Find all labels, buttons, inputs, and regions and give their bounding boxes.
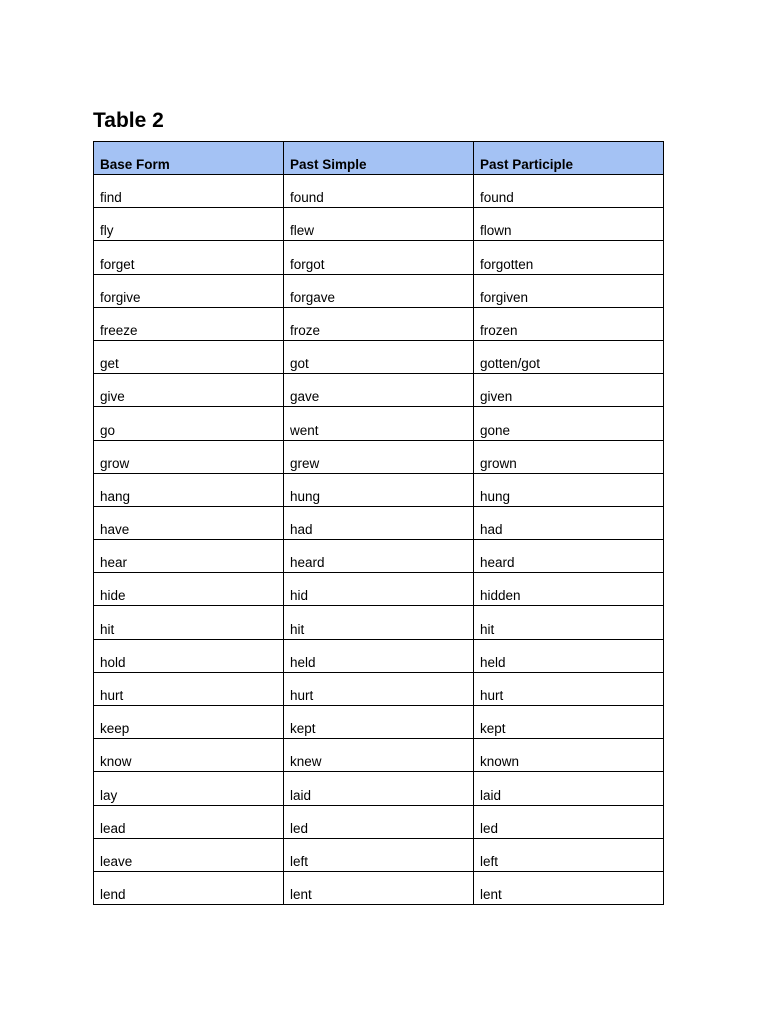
- base-form-cell: fly: [94, 208, 284, 241]
- table-row: [94, 374, 664, 407]
- base-form-cell: lay: [94, 772, 284, 805]
- past-participle-cell: gotten/got: [474, 340, 664, 373]
- past-participle-cell: known: [474, 739, 664, 772]
- past-simple-cell: flew: [284, 208, 474, 241]
- past-simple-cell: held: [284, 639, 474, 672]
- past-simple-cell: kept: [284, 706, 474, 739]
- past-simple-cell: got: [284, 340, 474, 373]
- past-participle-cell: hurt: [474, 672, 664, 705]
- past-participle-cell: led: [474, 805, 664, 838]
- table-row: [94, 274, 664, 307]
- past-participle-cell: kept: [474, 706, 664, 739]
- table-row: [94, 340, 664, 373]
- base-form-cell: hurt: [94, 672, 284, 705]
- past-participle-cell: left: [474, 838, 664, 871]
- past-participle-cell: hit: [474, 606, 664, 639]
- past-participle-cell: forgotten: [474, 241, 664, 274]
- past-simple-cell: gave: [284, 374, 474, 407]
- past-simple-cell: had: [284, 506, 474, 539]
- past-participle-cell: lent: [474, 871, 664, 904]
- table-row: [94, 672, 664, 705]
- base-form-cell: hear: [94, 540, 284, 573]
- table-row: [94, 606, 664, 639]
- column-header-past-simple: Past Simple: [284, 142, 474, 175]
- base-form-cell: find: [94, 175, 284, 208]
- past-simple-cell: found: [284, 175, 474, 208]
- base-form-cell: hit: [94, 606, 284, 639]
- header-row: [94, 142, 664, 175]
- table-row: [94, 639, 664, 672]
- base-form-cell: forget: [94, 241, 284, 274]
- base-form-cell: forgive: [94, 274, 284, 307]
- past-participle-cell: found: [474, 175, 664, 208]
- column-header-past-participle: Past Participle: [474, 142, 664, 175]
- past-simple-cell: went: [284, 407, 474, 440]
- table-row: [94, 473, 664, 506]
- past-participle-cell: given: [474, 374, 664, 407]
- past-participle-cell: forgiven: [474, 274, 664, 307]
- past-participle-cell: flown: [474, 208, 664, 241]
- table-row: [94, 805, 664, 838]
- past-participle-cell: hidden: [474, 573, 664, 606]
- base-form-cell: give: [94, 374, 284, 407]
- past-participle-cell: frozen: [474, 307, 664, 340]
- table-row: [94, 307, 664, 340]
- past-simple-cell: knew: [284, 739, 474, 772]
- table-row: [94, 506, 664, 539]
- past-simple-cell: heard: [284, 540, 474, 573]
- table-row: [94, 241, 664, 274]
- table-row: [94, 175, 664, 208]
- base-form-cell: lend: [94, 871, 284, 904]
- table-header: [94, 142, 664, 175]
- table-row: [94, 573, 664, 606]
- base-form-cell: go: [94, 407, 284, 440]
- past-simple-cell: lent: [284, 871, 474, 904]
- table-row: [94, 706, 664, 739]
- past-participle-cell: held: [474, 639, 664, 672]
- table-row: [94, 440, 664, 473]
- past-simple-cell: hurt: [284, 672, 474, 705]
- base-form-cell: get: [94, 340, 284, 373]
- past-participle-cell: hung: [474, 473, 664, 506]
- table-row: [94, 772, 664, 805]
- table-row: [94, 838, 664, 871]
- page-title: Table 2: [93, 109, 164, 132]
- base-form-cell: freeze: [94, 307, 284, 340]
- base-form-cell: hang: [94, 473, 284, 506]
- past-participle-cell: grown: [474, 440, 664, 473]
- verb-forms-table: [93, 141, 664, 905]
- past-simple-cell: hid: [284, 573, 474, 606]
- past-participle-cell: heard: [474, 540, 664, 573]
- past-simple-cell: laid: [284, 772, 474, 805]
- base-form-cell: hide: [94, 573, 284, 606]
- table-body: [94, 175, 664, 905]
- past-simple-cell: froze: [284, 307, 474, 340]
- past-participle-cell: gone: [474, 407, 664, 440]
- past-participle-cell: had: [474, 506, 664, 539]
- past-participle-cell: laid: [474, 772, 664, 805]
- base-form-cell: have: [94, 506, 284, 539]
- table-row: [94, 407, 664, 440]
- column-header-base-form: Base Form: [94, 142, 284, 175]
- past-simple-cell: hung: [284, 473, 474, 506]
- base-form-cell: keep: [94, 706, 284, 739]
- base-form-cell: lead: [94, 805, 284, 838]
- past-simple-cell: hit: [284, 606, 474, 639]
- past-simple-cell: forgot: [284, 241, 474, 274]
- base-form-cell: leave: [94, 838, 284, 871]
- past-simple-cell: grew: [284, 440, 474, 473]
- past-simple-cell: forgave: [284, 274, 474, 307]
- past-simple-cell: led: [284, 805, 474, 838]
- table-row: [94, 540, 664, 573]
- table-row: [94, 208, 664, 241]
- base-form-cell: know: [94, 739, 284, 772]
- base-form-cell: hold: [94, 639, 284, 672]
- table-row: [94, 871, 664, 904]
- past-simple-cell: left: [284, 838, 474, 871]
- base-form-cell: grow: [94, 440, 284, 473]
- table-row: [94, 739, 664, 772]
